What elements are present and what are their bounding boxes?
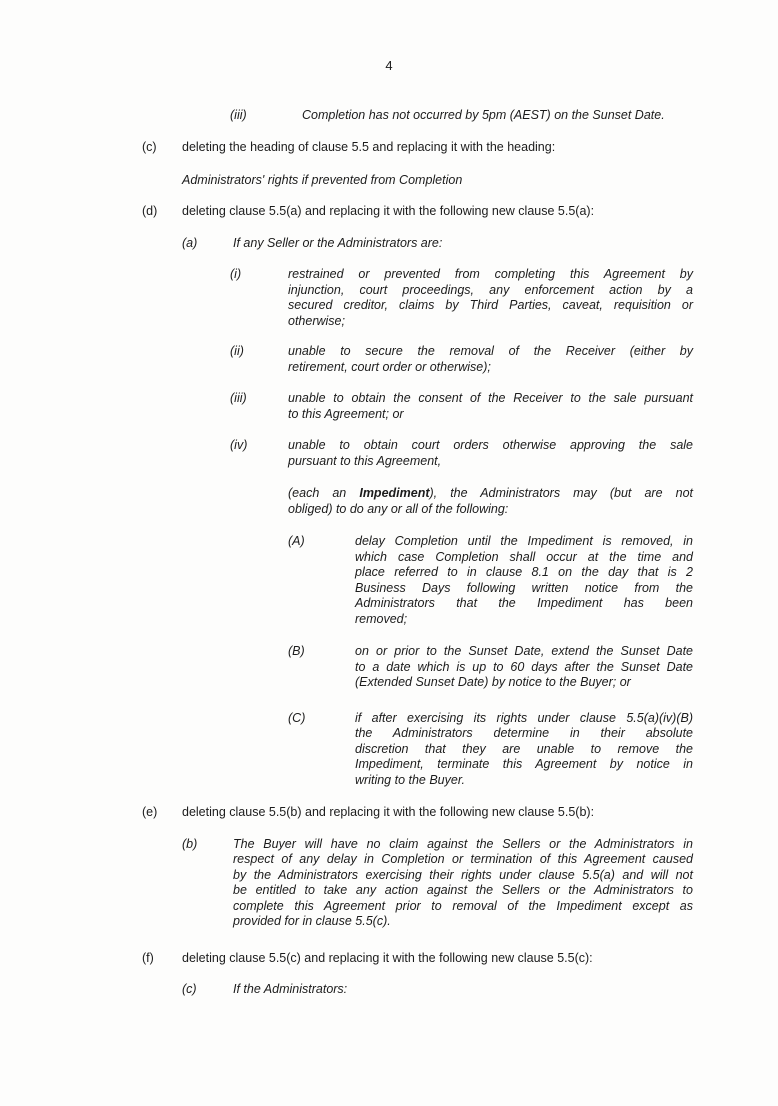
clause-C (0, 711, 778, 789)
clause-iii-continuation (0, 108, 778, 124)
clause-b (0, 837, 778, 930)
clause-label: (iii) (230, 391, 247, 405)
clause-a (0, 236, 778, 252)
clause-text: unable to obtain the consent of the Receiver to the sale pursuant to this Agreement; or (288, 391, 693, 421)
item-label: (e) (142, 805, 158, 819)
amendment-item-f (0, 951, 778, 967)
impediment-term: Impediment (359, 486, 430, 500)
item-text: deleting clause 5.5(b) and replacing it with the following new clause 5.5(b): (182, 805, 595, 819)
clause-text: restrained or prevented from completing this Agreement by injunction, court proceedings, any enforcement action by a secured creditor, claims by Third Parties, caveat, requisition or otherwise; (288, 267, 693, 328)
clause-text: unable to obtain court orders otherwise approving the sale pursuant to this Agreement, (288, 438, 693, 468)
heading-text: Administrators' rights if prevented from Completion (182, 172, 463, 187)
clause-label: (A) (288, 534, 305, 548)
clause-label: (b) (182, 836, 198, 851)
clause-a-iv (0, 438, 778, 469)
item-label: (d) (142, 204, 158, 218)
clause-B (0, 644, 778, 691)
clause-c (0, 982, 778, 998)
clause-text: if after exercising its rights under clause 5.5(a)(iv)(B) the Administrators determine in their absolute discretion that they are unable to remove the Impediment, terminate this Agreement by notice in writing to the Buyer. (355, 710, 693, 787)
impediment-line-2: obliged) to do any or all of the following: (288, 501, 509, 516)
impediment-line-1 (288, 486, 693, 502)
clause-a-i (0, 267, 778, 329)
clause-text: The Buyer will have no claim against the Sellers or the Administrators in respect of any delay in Completion or termination of this Agreement caused by the Administrators exercising their rights under clause 5.5(a) and will not be entitled to take any action against the Sellers or the Administrators to complete this Agreement prior to removal of the Impediment except as provided for in clause 5.5(c). (233, 836, 693, 928)
amendment-item-e (0, 805, 778, 821)
clause-text: Completion has not occurred by 5pm (AEST) on the Sunset Date. (302, 107, 665, 122)
clause-A (0, 534, 778, 627)
page-number: 4 (385, 58, 393, 73)
clause-label: (B) (288, 644, 305, 658)
item-text: deleting the heading of clause 5.5 and replacing it with the heading: (182, 140, 556, 154)
clause-text (288, 486, 693, 517)
clause-label: (C) (288, 710, 306, 725)
clause-text: delay Completion until the Impediment is removed, in which case Completion shall occur at the time and place referred to in clause 8.1 on the day that is 2 Business Days following written notice from the Administrators that the Impediment has been removed; (355, 534, 693, 626)
amendment-item-c (0, 140, 778, 156)
clause-label: (i) (230, 267, 242, 281)
clause-label: (iv) (230, 438, 248, 452)
impediment-pre: (each an (288, 486, 360, 500)
amendment-item-d (0, 204, 778, 220)
clause-label: (ii) (230, 344, 244, 358)
clause-a-ii (0, 344, 778, 375)
clause-a-iii (0, 391, 778, 422)
clause-label: (c) (182, 982, 197, 996)
clause-text: If the Administrators: (233, 982, 348, 996)
item-text: deleting clause 5.5(a) and replacing it with the following new clause 5.5(a): (182, 204, 595, 218)
clause-text: unable to secure the removal of the Receiver (either by retirement, court order or otherwise); (288, 344, 693, 374)
item-text: deleting clause 5.5(c) and replacing it with the following new clause 5.5(c): (182, 950, 593, 965)
clause-label: (iii) (230, 107, 247, 122)
clause-label: (a) (182, 235, 198, 250)
replacement-heading (182, 173, 778, 189)
impediment-post: ), the Administrators may (but are not (429, 486, 693, 500)
item-label: (f) (142, 950, 154, 965)
clause-text: If any Seller or the Administrators are: (233, 235, 443, 250)
item-label: (c) (142, 140, 157, 154)
impediment-definition-paragraph (288, 486, 778, 517)
clause-text: on or prior to the Sunset Date, extend the Sunset Date to a date which is up to 60 days after the Sunset Date (Extended Sunset Date) by notice to the Buyer; or (355, 644, 693, 689)
